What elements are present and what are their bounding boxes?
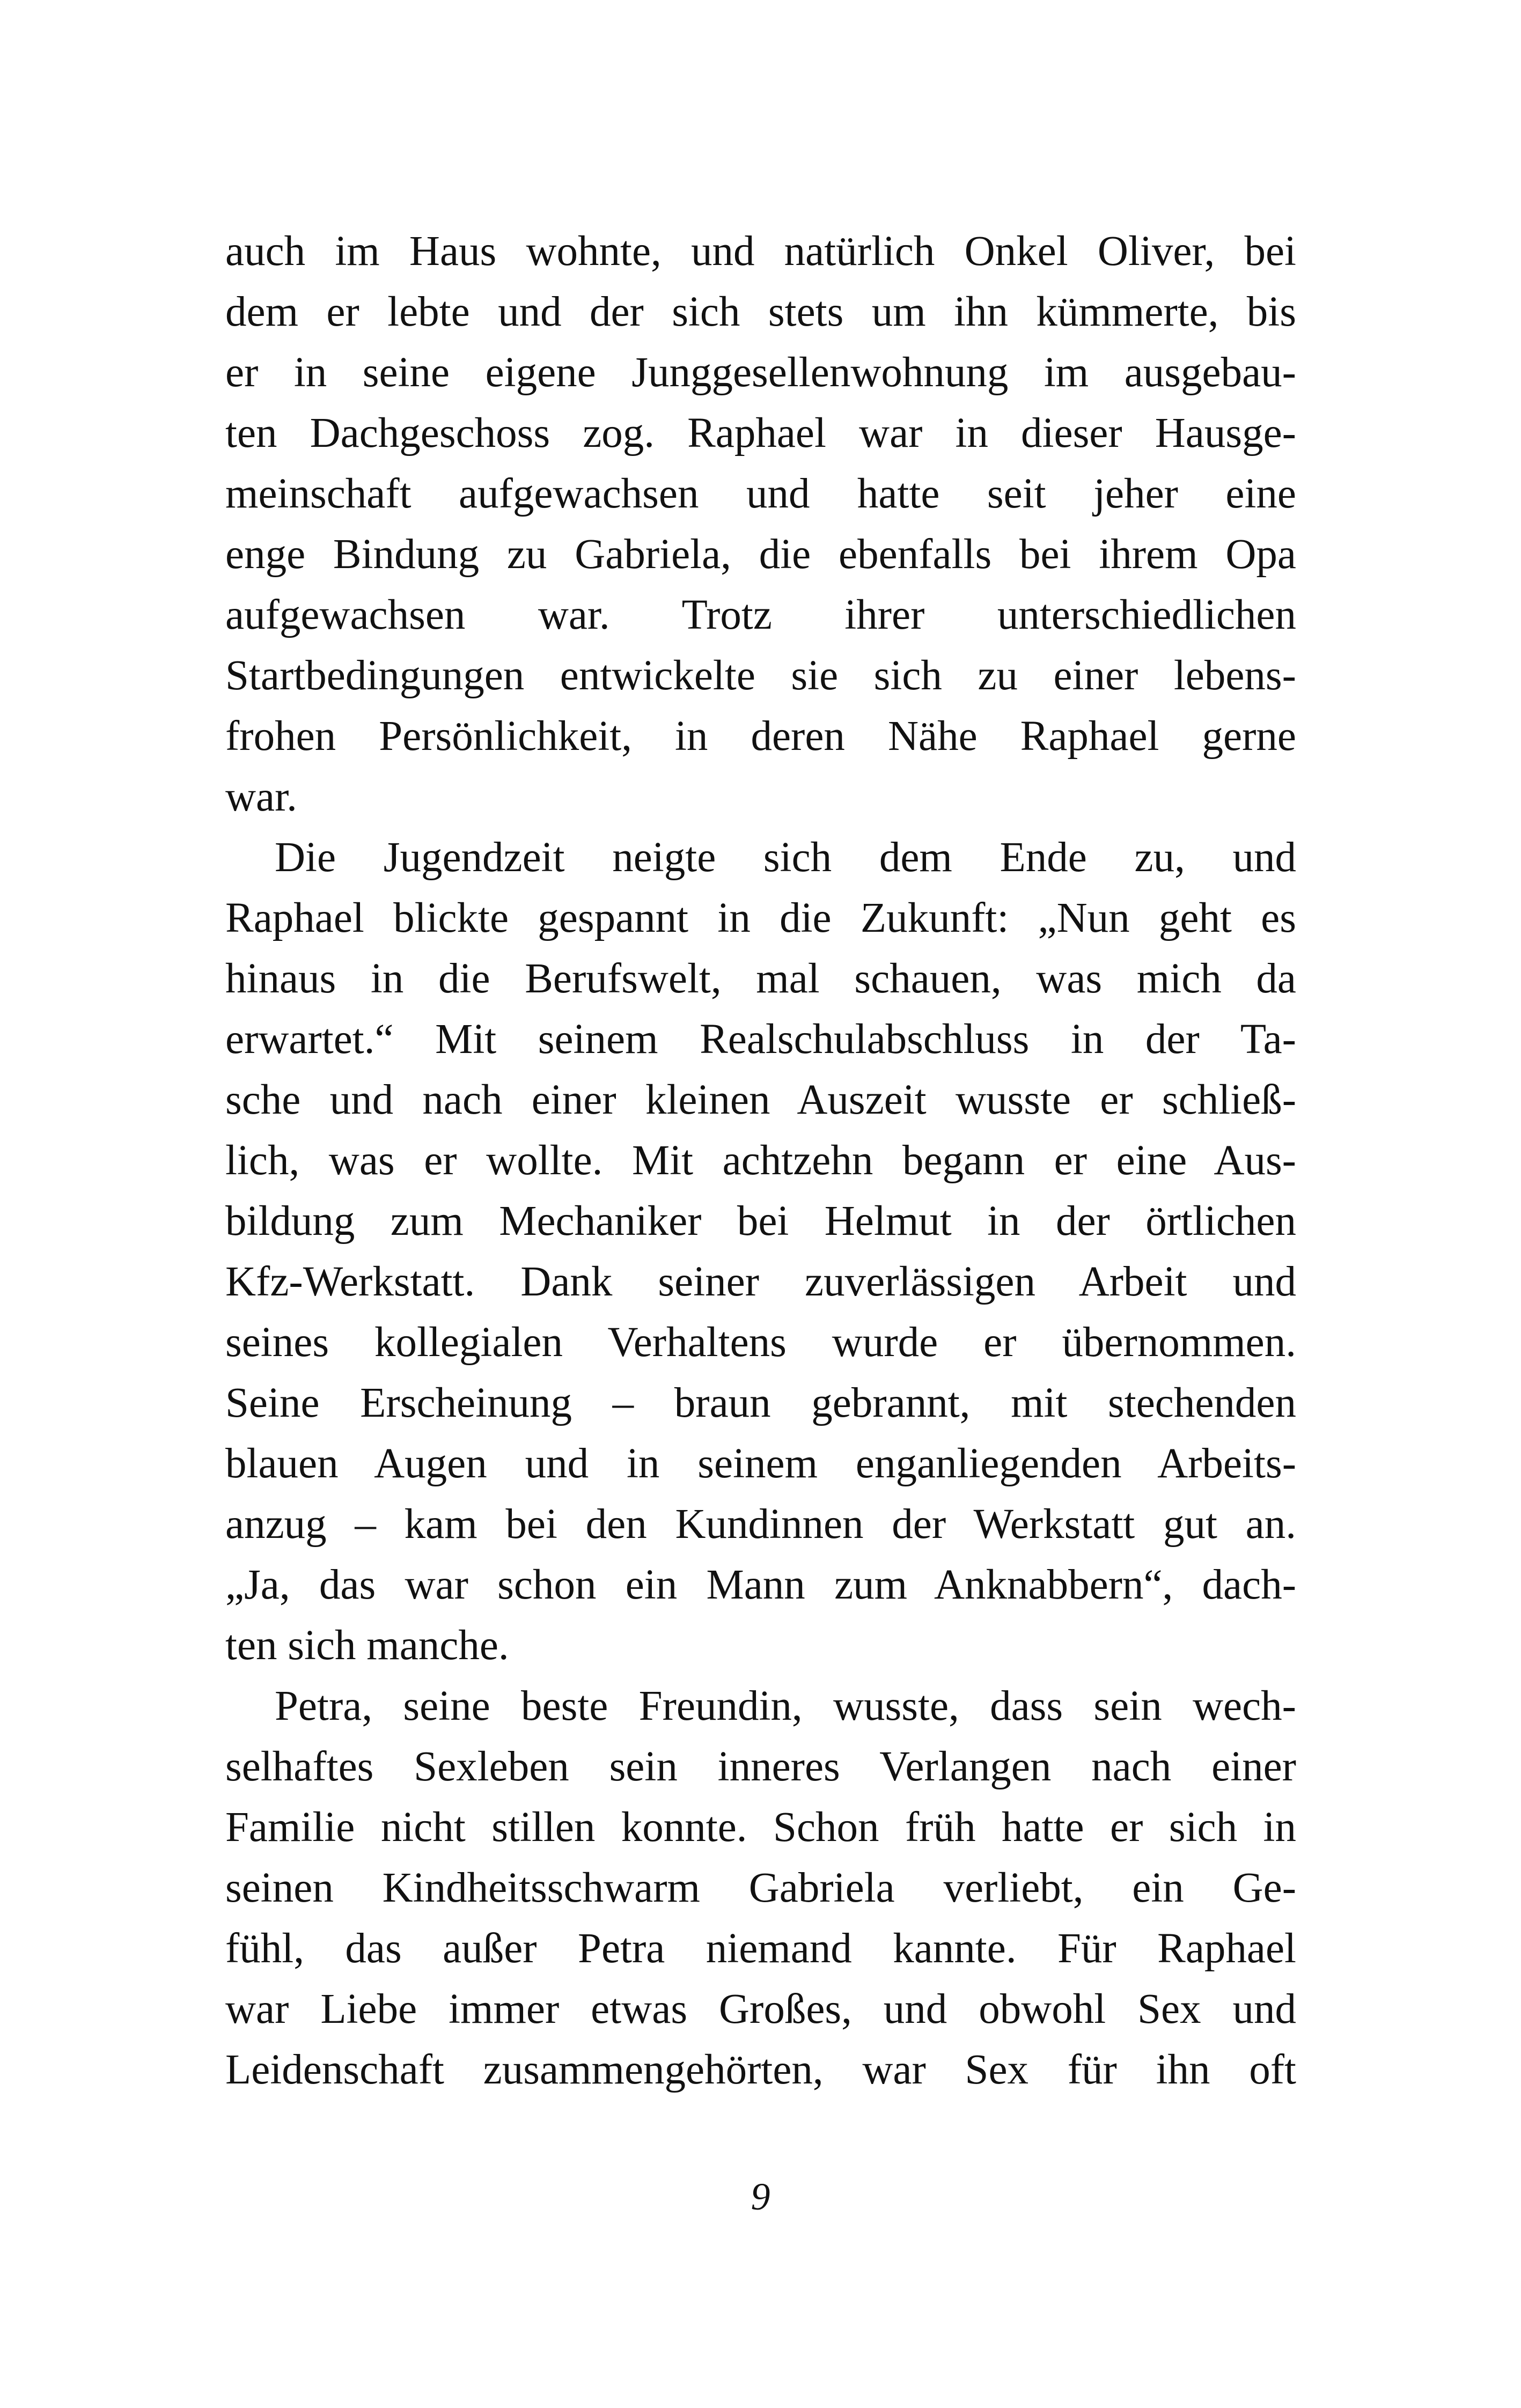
text-line: hinaus in die Berufswelt, mal schauen, was mich da	[225, 955, 1296, 1002]
text-line: bildung zum Mechaniker bei Helmut in der örtlichen	[225, 1198, 1296, 1244]
text-line: Kfz-Werkstatt. Dank seiner zuverlässigen Arbeit und	[225, 1258, 1296, 1305]
text-line: meinschaft aufgewachsen und hatte seit jeher eine	[225, 470, 1296, 517]
text-line: ten sich manche.	[225, 1622, 509, 1669]
text-line: Die Jugendzeit neigte sich dem Ende zu, und	[275, 834, 1296, 881]
text-line: selhaftes Sexleben sein inneres Verlangen nach einer	[225, 1743, 1296, 1790]
text-line: „Ja, das war schon ein Mann zum Anknabbern“, dach-	[225, 1562, 1296, 1608]
text-line: Leidenschaft zusammengehörten, war Sex für ihn oft	[225, 2046, 1296, 2093]
text-line: aufgewachsen war. Trotz ihrer unterschiedlichen	[225, 592, 1296, 638]
text-line: Petra, seine beste Freundin, wusste, dass sein wech-	[275, 1683, 1296, 1729]
body-text	[225, 221, 1296, 2100]
text-line: er in seine eigene Junggesellenwohnung im ausgebau-	[225, 349, 1296, 396]
text-line: seinen Kindheitsschwarm Gabriela verliebt, ein Ge-	[225, 1865, 1296, 1911]
text-line: fühl, das außer Petra niemand kannte. Für Raphael	[225, 1925, 1296, 1972]
text-line: blauen Augen und in seinem enganliegenden Arbeits-	[225, 1440, 1296, 1487]
text-line: Raphael blickte gespannt in die Zukunft: „Nun geht es	[225, 895, 1296, 941]
text-line: erwartet.“ Mit seinem Realschulabschluss in der Ta-	[225, 1016, 1296, 1063]
text-line: dem er lebte und der sich stets um ihn kümmerte, bis	[225, 289, 1296, 335]
text-line: enge Bindung zu Gabriela, die ebenfalls bei ihrem Opa	[225, 531, 1296, 578]
text-line: war.	[225, 774, 297, 820]
text-line: sche und nach einer kleinen Auszeit wusste er schließ-	[225, 1077, 1296, 1123]
text-line: seines kollegialen Verhaltens wurde er übernommen.	[225, 1319, 1296, 1366]
text-line: war Liebe immer etwas Großes, und obwohl Sex und	[225, 1986, 1296, 2033]
text-line: Familie nicht stillen konnte. Schon früh hatte er sich in	[225, 1804, 1296, 1851]
text-line: Startbedingungen entwickelte sie sich zu einer lebens-	[225, 652, 1296, 699]
text-line: lich, was er wollte. Mit achtzehn begann er eine Aus-	[225, 1137, 1296, 1184]
text-line: ten Dachgeschoss zog. Raphael war in dieser Hausge-	[225, 410, 1296, 456]
text-line: auch im Haus wohnte, und natürlich Onkel Oliver, bei	[225, 228, 1296, 275]
text-line: frohen Persönlichkeit, in deren Nähe Raphael gerne	[225, 713, 1296, 760]
text-line: anzug – kam bei den Kundinnen der Werkstatt gut an.	[225, 1501, 1296, 1548]
page-number: 9	[751, 2175, 770, 2218]
text-line: Seine Erscheinung – braun gebrannt, mit stechenden	[225, 1380, 1296, 1426]
